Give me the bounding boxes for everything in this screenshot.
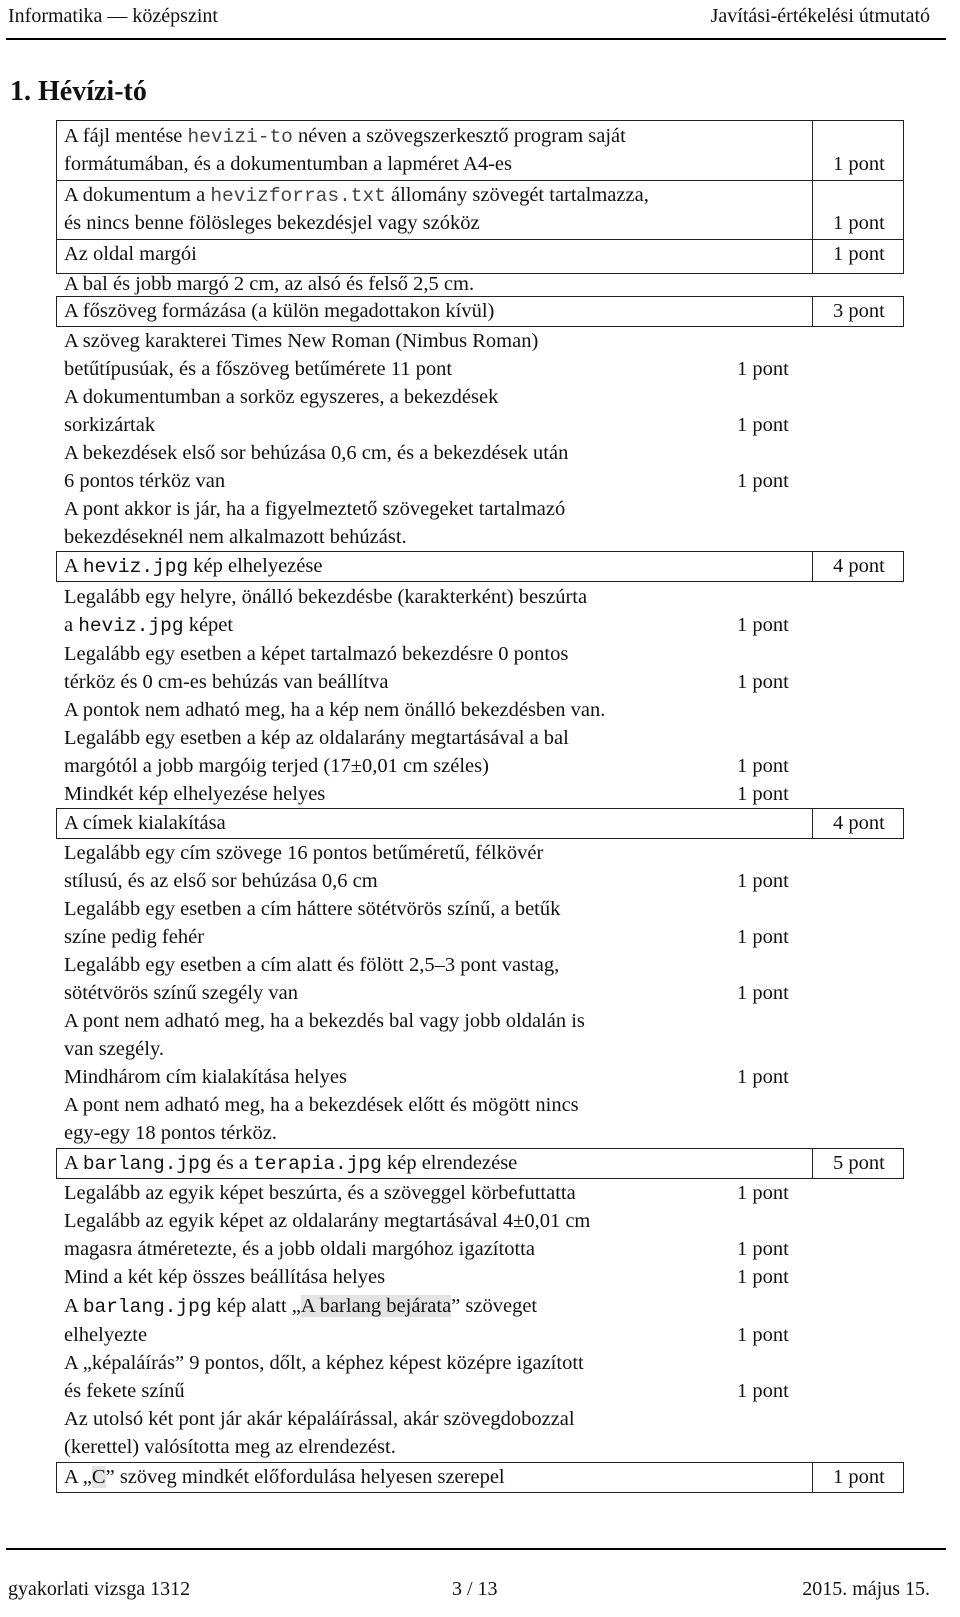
criterion-line: sorkizártak (64, 414, 156, 436)
criterion-line: magasra átméretezte, és a jobb oldali margóhoz igazította (64, 1238, 535, 1260)
item-margins-points: 1 pont (833, 243, 885, 265)
grading-note: Az utolsó két pont jár akár képaláírással, akár szövegdobozzal (64, 1408, 575, 1430)
section-headings-title: A címek kialakítása (64, 812, 226, 834)
criterion-line: Legalább egy helyre, önálló bekezdésbe (karakterként) beszúrta (64, 586, 588, 608)
section-headings-points: 4 pont (833, 812, 885, 834)
criterion-line: betűtípusúak, és a főszöveg betűmérete 11 pont (64, 358, 453, 380)
grading-note: A pont akkor is jár, ha a figyelmeztető szövegeket tartalmazó (64, 498, 566, 520)
item-save-line2: formátumában, és a dokumentumban a lapméret A4-es (64, 153, 513, 175)
footer-page-number: 3 / 13 (452, 1578, 498, 1600)
criterion-line: Legalább az egyik képet beszúrta, és a szöveggel körbefuttatta (64, 1182, 576, 1204)
criterion-line: stílusú, és az első sor behúzása 0,6 cm (64, 870, 378, 892)
grading-note: A pont nem adható meg, ha a bekezdések előtt és mögött nincs (64, 1094, 579, 1116)
criterion-points: 1 pont (737, 1066, 789, 1088)
item-content-line2: és nincs benne fölösleges bekezdésjel vagy szóköz (64, 212, 480, 234)
section-text-format-title: A főszöveg formázása (a külön megadottakon kívül) (64, 300, 495, 322)
criterion-line: Mindkét kép elhelyezése helyes (64, 783, 326, 805)
grading-note: A pontok nem adható meg, ha a kép nem önálló bekezdésben van. (64, 699, 606, 721)
criterion-points: 1 pont (737, 414, 789, 436)
criterion-line: és fekete színű (64, 1380, 185, 1402)
section-c-text-points: 1 pont (833, 1466, 885, 1488)
criterion-line: elhelyezte (64, 1324, 148, 1346)
criterion-line: A szöveg karakterei Times New Roman (Nimbus Roman) (64, 330, 539, 352)
points-column-divider (812, 297, 813, 326)
points-column-divider (812, 1463, 813, 1492)
section-image-placement-title: A heviz.jpg kép elhelyezése (64, 555, 323, 578)
grading-note: bekezdéseknél nem alkalmazott behúzást. (64, 526, 407, 548)
section-c-text-title: A „C” szöveg mindkét előfordulása helyesen szerepel (64, 1466, 505, 1488)
criterion-line: margótól a jobb margóig terjed (17±0,01 cm széles) (64, 755, 489, 777)
section-image-placement-points: 4 pont (833, 555, 885, 577)
criterion-line: Mindhárom cím kialakítása helyes (64, 1066, 347, 1088)
criterion-line: Legalább egy esetben a cím alatt és fölött 2,5–3 pont vastag, (64, 954, 560, 976)
criterion-points: 1 pont (737, 783, 789, 805)
page-title: 1. Hévízi-tó (10, 76, 147, 107)
criterion-line: 6 pontos térköz van (64, 470, 226, 492)
criterion-points: 1 pont (737, 358, 789, 380)
grading-note: (kerettel) valósította meg az elrendezést. (64, 1436, 396, 1458)
criterion-line: A dokumentumban a sorköz egyszeres, a bekezdések (64, 386, 499, 408)
criterion-line: sötétvörös színű szegély van (64, 982, 298, 1004)
criterion-line: Legalább egy esetben a képet tartalmazó bekezdésre 0 pontos (64, 643, 569, 665)
criterion-points: 1 pont (737, 870, 789, 892)
criterion-line: színe pedig fehér (64, 926, 205, 948)
criterion-line: Mind a két kép összes beállítása helyes (64, 1266, 386, 1288)
criterion-points: 1 pont (737, 1266, 789, 1288)
header-guide-title: Javítási-értékelési útmutató (710, 5, 930, 27)
points-column-divider (812, 1149, 813, 1178)
criterion-line: A „képaláírás” 9 pontos, dőlt, a képhez képest középre igazított (64, 1352, 584, 1374)
grading-note: egy-egy 18 pontos térköz. (64, 1122, 277, 1144)
section-arrangement-points: 5 pont (833, 1152, 885, 1174)
criterion-points: 1 pont (737, 926, 789, 948)
footer-date: 2015. május 15. (802, 1578, 930, 1600)
criterion-line: térköz és 0 cm-es behúzás van beállítva (64, 671, 389, 693)
criterion-points: 1 pont (737, 1238, 789, 1260)
footer-exam-id: gyakorlati vizsga 1312 (8, 1578, 191, 1600)
criterion-points: 1 pont (737, 1380, 789, 1402)
criterion-line: Legalább egy esetben a kép az oldalarány megtartásával a bal (64, 727, 569, 749)
criterion-points: 1 pont (737, 614, 789, 636)
criterion-line: Legalább egy cím szövege 16 pontos betűméretű, félkövér (64, 842, 544, 864)
criterion-points: 1 pont (737, 982, 789, 1004)
header-rule (6, 38, 946, 40)
c-text-highlight: C (91, 1466, 106, 1488)
criterion-line: a heviz.jpg képet (64, 614, 234, 637)
section-text-format-points: 3 pont (833, 300, 885, 322)
section-arrangement-title: A barlang.jpg és a terapia.jpg kép elrendezése (64, 1152, 518, 1175)
item-content-line1: A dokumentum a hevizforras.txt állomány szövegét tartalmazza, (64, 184, 649, 207)
caption-text-highlight: A barlang bejárata (300, 1295, 452, 1317)
points-column-divider (812, 809, 813, 838)
footer-rule (6, 1548, 946, 1550)
header-subject: Informatika — középszint (8, 5, 218, 27)
points-column-divider (812, 121, 813, 273)
criterion-line: A barlang.jpg kép alatt „A barlang bejárata” szöveget (64, 1295, 538, 1318)
criterion-points: 1 pont (737, 755, 789, 777)
criterion-points: 1 pont (737, 1324, 789, 1346)
item-margins-note: A bal és jobb margó 2 cm, az alsó és felső 2,5 cm. (64, 273, 475, 295)
item-content-points: 1 pont (833, 212, 885, 234)
criterion-points: 1 pont (737, 671, 789, 693)
criterion-line: Legalább az egyik képet az oldalarány megtartásával 4±0,01 cm (64, 1210, 591, 1232)
item-margins-head: Az oldal margói (64, 243, 197, 265)
item-save-line1: A fájl mentése hevizi-to néven a szövegszerkesztő program saját (64, 125, 626, 148)
grading-note: van szegély. (64, 1038, 164, 1060)
criterion-line: Legalább egy esetben a cím háttere sötétvörös színű, a betűk (64, 898, 561, 920)
item-save-points: 1 pont (833, 153, 885, 175)
grading-note: A pont nem adható meg, ha a bekezdés bal vagy jobb oldalán is (64, 1010, 585, 1032)
criterion-points: 1 pont (737, 1182, 789, 1204)
criterion-line: A bekezdések első sor behúzása 0,6 cm, és a bekezdések után (64, 442, 569, 464)
criterion-points: 1 pont (737, 470, 789, 492)
points-column-divider (812, 552, 813, 581)
